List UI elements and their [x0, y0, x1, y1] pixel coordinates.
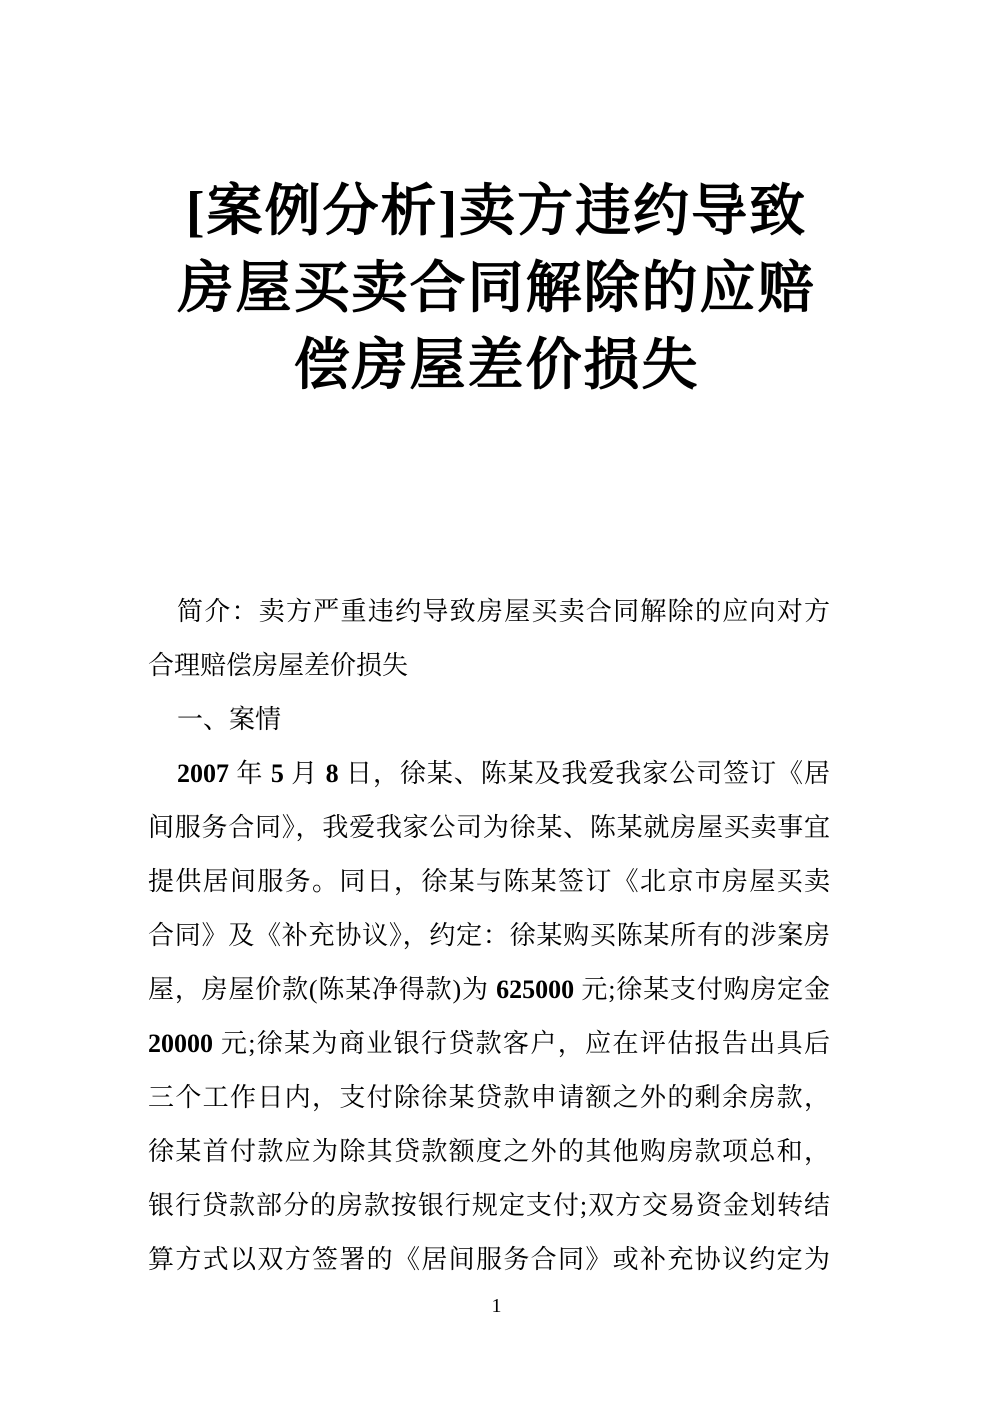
intro-line: 合理赔偿房屋差价损失 [148, 651, 409, 680]
page-number: 1 [491, 1295, 502, 1317]
body-line: 屋，房屋价款(陈某净得款)为 625000 元;徐某支付购房定金 [148, 975, 830, 1004]
document-title-line: 房屋买卖合同解除的应赔 [177, 258, 816, 320]
body-line: 合同》及《补充协议》，约定：徐某购买陈某所有的涉案房 [148, 921, 830, 950]
section-heading: 一、案情 [177, 705, 282, 734]
body-line: 算方式以双方签署的《居间服务合同》或补充协议约定为 [148, 1245, 830, 1274]
body-line: 提供居间服务。同日，徐某与陈某签订《北京市房屋买卖 [148, 867, 830, 896]
page-footer [0, 1294, 993, 1318]
intro-line: 简介：卖方严重违约导致房屋买卖合同解除的应向对方 [177, 597, 830, 626]
document-title [0, 174, 993, 405]
body-line: 徐某首付款应为除其贷款额度之外的其他购房款项总和， [148, 1137, 830, 1166]
document-body [148, 585, 830, 1287]
body-line: 银行贷款部分的房款按银行规定支付;双方交易资金划转结 [148, 1191, 830, 1220]
document-title-line: [案例分析]卖方违约导致 [185, 181, 808, 243]
body-line: 2007 年 5 月 8 日，徐某、陈某及我爱我家公司签订《居 [177, 759, 830, 788]
document-title-line: 偿房屋差价损失 [293, 335, 700, 397]
body-line: 20000 元;徐某为商业银行贷款客户，应在评估报告出具后 [148, 1029, 830, 1058]
body-line: 三个工作日内，支付除徐某贷款申请额之外的剩余房款， [148, 1083, 830, 1112]
body-line: 间服务合同》，我爱我家公司为徐某、陈某就房屋买卖事宜 [148, 813, 830, 842]
